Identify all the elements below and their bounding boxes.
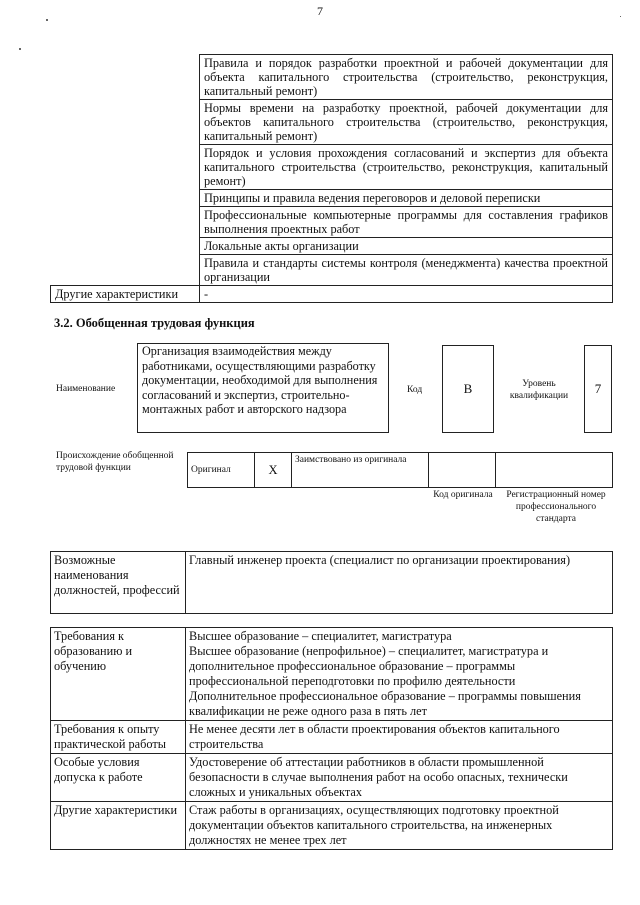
requirement-line: Не менее десяти лет в области проектирования объектов капитального строительства — [189, 722, 560, 751]
table-row — [51, 802, 613, 850]
table-cell-value: Принципы и правила ведения переговоров и деловой переписки — [200, 190, 613, 207]
registration-number-caption: Регистрационный номер профессионального стандарта — [506, 490, 606, 524]
table-row — [51, 55, 613, 100]
origin-table — [187, 452, 613, 488]
positions-label: Возможные наименования должностей, профессий — [51, 552, 186, 614]
scan-dot — [620, 16, 621, 17]
positions-value: Главный инженер проекта (специалист по организации проектирования) — [186, 552, 613, 614]
scan-dot — [19, 48, 21, 50]
qualification-level-value: 7 — [584, 345, 612, 433]
knowledge-table — [50, 54, 613, 303]
code-value: В — [442, 345, 494, 433]
requirement-line: Удостоверение об аттестации работников в области промышленной безопасности в случае выполнения работ на особо опасных, технически сложных и уникальных объектах — [189, 755, 568, 799]
page-number: 7 — [317, 4, 323, 18]
requirement-value — [186, 754, 613, 802]
table-row — [51, 754, 613, 802]
table-cell-label — [51, 207, 200, 238]
requirement-line: Стаж работы в организациях, осуществляющих подготовку проектной документации объектов капитального строительства, на инженерных должностях не менее трех лет — [189, 803, 559, 847]
table-cell-label — [51, 145, 200, 190]
table-cell-value: Профессиональные компьютерные программы для составления графиков выполнения проектных работ — [200, 207, 613, 238]
original-label: Оригинал — [188, 453, 255, 488]
original-mark: Х — [255, 453, 292, 488]
table-cell-value: Нормы времени на разработку проектной, рабочей документации для объектов капитального строительства (строительство, реконструкция, капитальный ремонт) — [200, 100, 613, 145]
table-cell-value: Локальные акты организации — [200, 238, 613, 255]
requirement-value — [186, 721, 613, 754]
table-row — [51, 255, 613, 286]
table-cell-label — [51, 255, 200, 286]
scan-dot — [46, 19, 48, 21]
section-title: 3.2. Обобщенная трудовая функция — [54, 316, 255, 330]
code-label: Код — [407, 385, 423, 395]
positions-table — [50, 551, 613, 614]
table-cell-value: Правила и стандарты системы контроля (менеджмента) качества проектной организации — [200, 255, 613, 286]
table-row — [51, 721, 613, 754]
table-cell-label — [51, 238, 200, 255]
table-cell-value: Правила и порядок разработки проектной и рабочей документации для объекта капитального строительства (строительство, реконструкция, капитальный ремонт) — [200, 55, 613, 100]
table-cell-label — [51, 55, 200, 100]
requirements-table — [50, 627, 613, 850]
requirement-label: Требования к образованию и обучению — [51, 628, 186, 721]
registration-number-cell — [496, 453, 613, 488]
requirement-label: Требования к опыту практической работы — [51, 721, 186, 754]
original-code-caption: Код оригинала — [433, 490, 493, 500]
qualification-level-label: Уровень квалификации — [509, 379, 569, 401]
requirement-value — [186, 628, 613, 721]
table-row — [51, 286, 613, 303]
requirement-label: Особые условия допуска к работе — [51, 754, 186, 802]
table-row — [51, 100, 613, 145]
table-row — [51, 207, 613, 238]
requirement-line: Высшее образование – специалитет, магистратура — [189, 629, 452, 643]
table-row — [51, 238, 613, 255]
table-row — [51, 628, 613, 721]
table-row — [51, 552, 613, 614]
table-cell-label — [51, 190, 200, 207]
original-code-cell — [429, 453, 496, 488]
requirement-line: Дополнительное профессиональное образование – программы повышения квалификации не реже одного раза в пять лет — [189, 689, 581, 718]
table-row — [51, 145, 613, 190]
table-cell-value: - — [200, 286, 613, 303]
function-name-box: Организация взаимодействия между работниками, осуществляющими разработку документации, необходимой для выполнения согласований и экспертиз, строительно-монтажных работ и авторского надзора — [137, 343, 389, 433]
origin-label: Происхождение обобщенной трудовой функции — [56, 451, 174, 473]
requirement-value — [186, 802, 613, 850]
name-label: Наименование — [56, 384, 116, 394]
table-cell-label — [51, 100, 200, 145]
borrowed-label: Заимствовано из оригинала — [292, 453, 429, 488]
table-row — [51, 190, 613, 207]
table-cell-value: Порядок и условия прохождения согласований и экспертиз для объекта капитального строительства (строительство, реконструкция, капитальный ремонт) — [200, 145, 613, 190]
requirement-line: Высшее образование (непрофильное) – специалитет, магистратура и дополнительное профессиональное образование – программы профессиональной переподготовки по профилю деятельности — [189, 644, 549, 688]
table-cell-label: Другие характеристики — [51, 286, 200, 303]
table-row — [188, 453, 613, 488]
requirement-label: Другие характеристики — [51, 802, 186, 850]
